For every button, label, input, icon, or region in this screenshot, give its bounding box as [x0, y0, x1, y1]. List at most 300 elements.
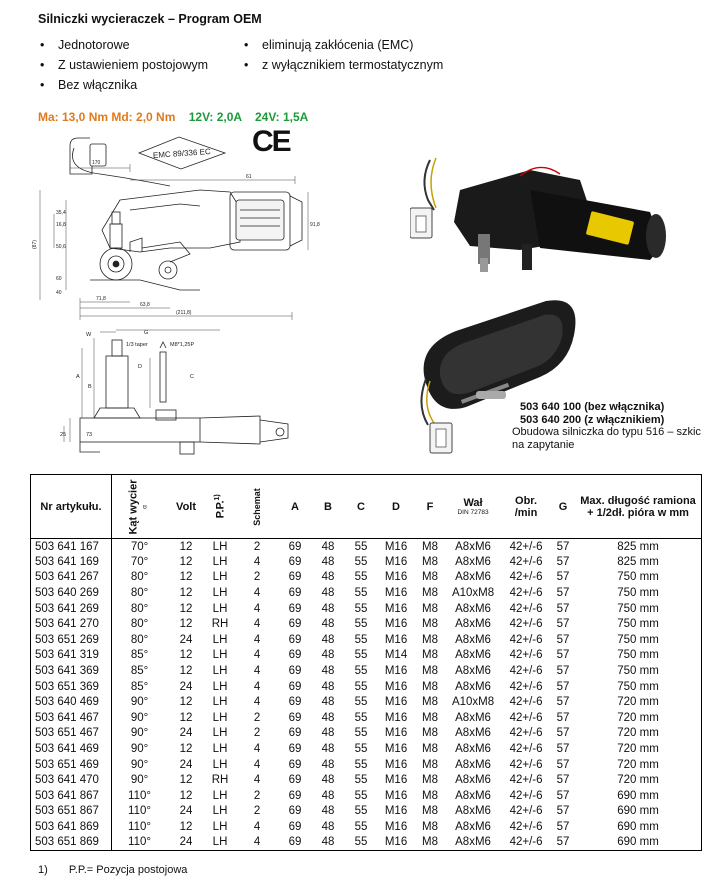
electrical-specs — [38, 110, 308, 124]
cell-volt: 12 — [179, 540, 193, 553]
cell-a: 69 — [288, 696, 302, 709]
table-row — [31, 616, 702, 632]
cell-rpm: 42+/-6 — [509, 743, 543, 756]
cell-angle: 85° — [130, 680, 149, 693]
cell-volt: 24 — [179, 633, 193, 646]
cell-article: 503 640 469 — [31, 694, 112, 710]
cell-g: 57 — [556, 743, 570, 756]
col-a: A — [279, 475, 311, 539]
cell-c: 55 — [345, 835, 377, 851]
cell-b: 48 — [321, 820, 335, 833]
cell-b: 48 — [321, 743, 335, 756]
cell-pp: LH — [212, 587, 228, 600]
table-row — [31, 710, 702, 726]
cell-schemat: 4 — [253, 743, 261, 756]
cell-g: 57 — [556, 727, 570, 740]
cell-a: 69 — [288, 805, 302, 818]
cell-schemat: 4 — [253, 602, 261, 615]
cell-b: 48 — [321, 727, 335, 740]
cell-d: M16 — [384, 743, 408, 756]
table-row — [31, 819, 702, 835]
cell-c: 55 — [354, 602, 368, 615]
photo-captions — [512, 401, 720, 451]
cell-b: 48 — [321, 758, 335, 771]
dim-35-4: 35,4 — [56, 210, 66, 216]
cell-rpm: 42+/-6 — [509, 587, 543, 600]
label-c: C — [190, 374, 194, 380]
cell-c: 55 — [354, 665, 368, 678]
cell-schemat: 4 — [253, 680, 261, 693]
dim-71-8: 71,8 — [96, 296, 106, 302]
cell-a: 69 — [288, 820, 302, 833]
cell-article: 503 641 470 — [31, 772, 112, 788]
cell-schemat: 4 — [253, 587, 261, 600]
col-schemat-label: Schemat — [252, 487, 263, 526]
cell-g: 57 — [556, 805, 570, 818]
cell-maxlen: 720 mm — [575, 726, 701, 742]
cell-d: M16 — [384, 618, 408, 631]
cell-article: 503 651 869 — [31, 835, 112, 851]
cell-b: 48 — [321, 587, 335, 600]
cell-a: 69 — [288, 555, 302, 568]
cell-f: M8 — [422, 618, 439, 631]
cell-rpm: 42+/-6 — [509, 649, 543, 662]
torque-spec: Ma: 13,0 Nm Md: 2,0 Nm — [38, 110, 176, 124]
cell-maxlen: 720 mm — [575, 710, 701, 726]
cell-pp: LH — [205, 835, 235, 851]
cell-a: 69 — [288, 711, 302, 724]
cell-article: 503 641 319 — [31, 648, 112, 664]
cell-d: M16 — [384, 820, 408, 833]
cell-d: M16 — [384, 555, 408, 568]
cell-g: 57 — [556, 696, 570, 709]
cell-d: M16 — [384, 805, 408, 818]
cell-b: 48 — [321, 633, 335, 646]
caption-with-switch: 503 640 200 (z włącznikiem) — [520, 413, 665, 426]
cell-g: 57 — [556, 555, 570, 568]
cell-a: 69 — [288, 649, 302, 662]
cell-shaft: A8xM6 — [455, 805, 491, 818]
cell-volt: 12 — [179, 789, 193, 802]
cell-maxlen: 750 mm — [575, 616, 701, 632]
taper-label: 1/3 taper — [126, 342, 148, 348]
cell-g: 57 — [556, 633, 570, 646]
cell-maxlen: 750 mm — [575, 632, 701, 648]
dim-50-6: 50,6 — [56, 244, 66, 250]
dim-40: 40 — [56, 290, 62, 296]
cell-d: M16 — [384, 665, 408, 678]
cell-a: 69 — [288, 602, 302, 615]
cell-volt: 12 — [179, 711, 193, 724]
cell-a: 69 — [288, 571, 302, 584]
table-row — [31, 757, 702, 773]
col-pp-sup: 1) — [213, 494, 221, 501]
dim-16-8: 16,8 — [56, 222, 66, 228]
cell-angle: 85° — [130, 649, 149, 662]
current-12v-spec: 12V: 2,0A — [188, 110, 242, 124]
caption-housing: Obudowa silniczka do typu 516 – szkic — [512, 426, 701, 438]
table-row — [31, 663, 702, 679]
cell-d: M16 — [384, 711, 408, 724]
cell-b: 48 — [321, 649, 335, 662]
table-row — [31, 632, 702, 648]
cell-angle: 90° — [130, 758, 149, 771]
cell-c: 55 — [354, 555, 368, 568]
cell-article: 503 651 269 — [31, 632, 112, 648]
cell-b: 48 — [321, 805, 335, 818]
footnote — [38, 864, 187, 876]
cell-rpm: 42+/-6 — [509, 602, 543, 615]
cell-b: 48 — [321, 774, 335, 787]
cell-a: 69 — [288, 758, 302, 771]
feature-left-1: • Jednotorowe — [58, 38, 130, 52]
cell-shaft: A8xM6 — [455, 540, 491, 553]
emc-label: EMC 89/336 EC — [152, 147, 211, 161]
cell-shaft: A10xM8 — [451, 696, 495, 709]
cell-c: 55 — [354, 680, 368, 693]
cell-c: 55 — [354, 820, 368, 833]
cell-a: 69 — [288, 727, 302, 740]
cell-article: 503 641 167 — [31, 539, 112, 555]
cell-angle: 90° — [130, 727, 149, 740]
cell-d: M16 — [384, 540, 408, 553]
cell-rpm: 42+/-6 — [509, 571, 543, 584]
cell-volt: 12 — [179, 696, 193, 709]
cell-angle: 70° — [130, 540, 149, 553]
cell-shaft: A8xM6 — [455, 774, 491, 787]
cell-shaft: A8xM6 — [455, 680, 491, 693]
cell-b: 48 — [321, 665, 335, 678]
cell-d: M14 — [384, 649, 408, 662]
cell-a: 69 — [288, 633, 302, 646]
cell-schemat: 4 — [253, 758, 261, 771]
cell-a: 69 — [288, 618, 302, 631]
cell-angle: 85° — [130, 665, 149, 678]
cell-g: 57 — [556, 618, 570, 631]
cell-article: 503 641 867 — [31, 788, 112, 804]
cell-article: 503 641 469 — [31, 741, 112, 757]
cell-schemat: 4 — [253, 555, 261, 568]
cell-f: M8 — [422, 680, 439, 693]
table-header-row — [31, 475, 702, 539]
cell-f: M8 — [422, 789, 439, 802]
cell-rpm: 42+/-6 — [509, 805, 543, 818]
table-row — [31, 648, 702, 664]
cell-rpm: 42+/-6 — [501, 835, 551, 851]
cell-pp: LH — [212, 820, 228, 833]
cell-c: 55 — [354, 633, 368, 646]
cell-g: 57 — [551, 835, 575, 851]
cell-article: 503 651 467 — [31, 726, 112, 742]
cell-pp: LH — [212, 555, 228, 568]
cell-article: 503 640 269 — [31, 585, 112, 601]
cell-b: 48 — [311, 835, 345, 851]
cell-angle: 90° — [130, 743, 149, 756]
label-b: B — [88, 384, 92, 390]
cell-article: 503 641 169 — [31, 554, 112, 570]
cell-g: 57 — [556, 587, 570, 600]
col-c: C — [345, 475, 377, 539]
col-angle-label: Kąt wycier — [127, 478, 140, 535]
footnote-text: P.P.= Pozycja postojowa — [68, 864, 188, 876]
cell-schemat: 4 — [253, 820, 261, 833]
cell-schemat: 4 — [253, 649, 261, 662]
feature-right-1: • eliminują zakłócenia (EMC) — [262, 38, 413, 52]
cell-angle: 80° — [130, 571, 149, 584]
cell-d: M16 — [384, 696, 408, 709]
table-row — [31, 570, 702, 586]
cell-g: 57 — [556, 820, 570, 833]
col-pp-label: P.P. — [214, 500, 227, 519]
table-row — [31, 694, 702, 710]
dim-73: 73 — [86, 432, 93, 438]
dim-25: 25 — [60, 432, 67, 438]
cell-maxlen: 690 mm — [575, 804, 701, 820]
dim-211-8: (211,8) — [176, 310, 192, 316]
cell-maxlen: 720 mm — [575, 772, 701, 788]
cell-angle: 90° — [130, 711, 149, 724]
cell-b: 48 — [321, 540, 335, 553]
cell-maxlen: 690 mm — [575, 835, 701, 851]
cell-pp: LH — [212, 789, 228, 802]
cell-article: 503 641 267 — [31, 570, 112, 586]
cell-volt: 12 — [179, 743, 193, 756]
col-g: G — [551, 475, 575, 539]
cell-volt: 12 — [179, 602, 193, 615]
cell-g: 57 — [556, 649, 570, 662]
cell-schemat: 2 — [253, 711, 261, 724]
col-maxlen-label2: + 1/2dł. pióra w mm — [587, 506, 689, 519]
cell-angle: 80° — [130, 587, 149, 600]
cell-volt: 24 — [179, 680, 193, 693]
cell-f: M8 — [422, 820, 439, 833]
cell-article: 503 641 467 — [31, 710, 112, 726]
dim-60: 60 — [56, 276, 62, 282]
cell-f: M8 — [422, 571, 439, 584]
cell-f: M8 — [422, 633, 439, 646]
cell-c: 55 — [354, 711, 368, 724]
cell-f: M8 — [422, 711, 439, 724]
cell-rpm: 42+/-6 — [509, 774, 543, 787]
col-volt: Volt — [167, 475, 205, 539]
dim-61: 61 — [246, 174, 252, 180]
cell-rpm: 42+/-6 — [509, 820, 543, 833]
cell-d: M16 — [384, 571, 408, 584]
cell-maxlen: 750 mm — [575, 663, 701, 679]
col-d: D — [377, 475, 415, 539]
cell-maxlen: 750 mm — [575, 648, 701, 664]
cell-maxlen: 750 mm — [575, 601, 701, 617]
cell-c: 55 — [354, 696, 368, 709]
cell-pp: LH — [212, 571, 228, 584]
table-row — [31, 741, 702, 757]
front-view-drawing — [60, 328, 310, 466]
cell-b: 48 — [321, 789, 335, 802]
cell-shaft: A8xM6 — [455, 727, 491, 740]
cell-g: 57 — [556, 758, 570, 771]
current-24v-spec: 24V: 1,5A — [254, 110, 309, 124]
cell-pp: LH — [212, 727, 228, 740]
cell-pp: LH — [212, 649, 228, 662]
cell-angle: 80° — [130, 633, 149, 646]
table-row — [31, 585, 702, 601]
col-angle-sub: α — [141, 504, 149, 509]
dim-170: 170 — [92, 160, 101, 166]
cell-b: 48 — [321, 602, 335, 615]
cell-f: M8 — [422, 758, 439, 771]
cell-rpm: 42+/-6 — [509, 540, 543, 553]
cell-shaft: A8xM6 — [455, 789, 491, 802]
cell-rpm: 42+/-6 — [509, 618, 543, 631]
cell-g: 57 — [556, 571, 570, 584]
cell-d: M16 — [384, 680, 408, 693]
cell-c: 55 — [354, 571, 368, 584]
cell-schemat: 4 — [253, 696, 261, 709]
label-d: D — [138, 364, 142, 370]
cell-c: 55 — [354, 540, 368, 553]
cell-d: M16 — [384, 789, 408, 802]
cell-pp: LH — [212, 680, 228, 693]
cell-f: M8 — [415, 835, 445, 851]
emc-badge — [135, 133, 230, 171]
cell-pp: LH — [212, 711, 228, 724]
cell-g: 57 — [556, 665, 570, 678]
cell-angle: 110° — [128, 789, 151, 802]
table-row — [31, 601, 702, 617]
cell-d: M16 — [384, 758, 408, 771]
cell-a: 69 — [288, 587, 302, 600]
feature-left-2: • Z ustawieniem postojowym — [58, 58, 208, 72]
cell-d: M16 — [384, 602, 408, 615]
cell-volt: 12 — [179, 587, 193, 600]
cell-c: 55 — [354, 727, 368, 740]
cell-f: M8 — [422, 743, 439, 756]
cell-maxlen: 720 mm — [575, 757, 701, 773]
cell-angle: 80° — [130, 602, 149, 615]
cell-volt: 12 — [179, 649, 193, 662]
cell-pp: LH — [212, 540, 228, 553]
cell-angle: 90° — [130, 774, 149, 787]
cell-volt: 12 — [179, 618, 193, 631]
ce-mark: CE — [252, 125, 290, 158]
col-angle — [112, 475, 168, 539]
table-row — [31, 804, 702, 820]
cell-schemat: 4 — [253, 774, 261, 787]
cell-angle: 90° — [130, 696, 149, 709]
cell-volt: 24 — [179, 727, 193, 740]
table-row — [31, 679, 702, 695]
col-f: F — [415, 475, 445, 539]
cell-maxlen: 750 mm — [575, 679, 701, 695]
cell-schemat: 2 — [253, 727, 261, 740]
cell-article: 503 641 270 — [31, 616, 112, 632]
cell-angle: 110° — [128, 805, 151, 818]
cell-g: 57 — [556, 680, 570, 693]
cell-a: 69 — [288, 743, 302, 756]
col-b: B — [311, 475, 345, 539]
cell-d: M16 — [384, 774, 408, 787]
cell-maxlen: 750 mm — [575, 570, 701, 586]
cell-b: 48 — [321, 618, 335, 631]
cell-shaft: A8xM6 — [455, 602, 491, 615]
col-pp — [205, 475, 235, 539]
cell-article: 503 641 269 — [31, 601, 112, 617]
table-row — [31, 539, 702, 555]
cell-pp: RH — [211, 774, 229, 787]
cell-c: 55 — [354, 587, 368, 600]
col-article: Nr artykułu. — [31, 475, 112, 539]
cell-f: M8 — [422, 805, 439, 818]
thread-label: M8*1,25P — [170, 342, 195, 348]
cell-b: 48 — [321, 555, 335, 568]
cell-maxlen: 750 mm — [575, 585, 701, 601]
cell-shaft: A8xM6 — [455, 649, 491, 662]
cell-f: M8 — [422, 774, 439, 787]
cell-a: 69 — [288, 665, 302, 678]
cell-maxlen: 690 mm — [575, 788, 701, 804]
cell-schemat: 2 — [253, 805, 261, 818]
cell-g: 57 — [556, 711, 570, 724]
cell-shaft: A10xM8 — [451, 587, 495, 600]
cell-volt: 12 — [179, 820, 193, 833]
cell-b: 48 — [321, 711, 335, 724]
cell-c: 55 — [354, 649, 368, 662]
cell-volt: 12 — [179, 555, 193, 568]
cell-schemat: 2 — [253, 571, 261, 584]
label-g: G — [144, 330, 149, 336]
cell-b: 48 — [321, 571, 335, 584]
label-a: A — [76, 374, 80, 380]
cell-c: 55 — [354, 743, 368, 756]
cell-shaft: A8xM6 — [455, 743, 491, 756]
col-rpm — [501, 475, 551, 539]
table-row — [31, 772, 702, 788]
cell-article: 503 651 369 — [31, 679, 112, 695]
cell-shaft: A8xM6 — [455, 820, 491, 833]
cell-c: 55 — [354, 789, 368, 802]
cell-pp: RH — [211, 618, 229, 631]
cell-maxlen: 825 mm — [575, 539, 701, 555]
cell-c: 55 — [354, 618, 368, 631]
cell-rpm: 42+/-6 — [509, 680, 543, 693]
cell-f: M8 — [422, 696, 439, 709]
cell-pp: LH — [212, 665, 228, 678]
cell-volt: 24 — [167, 835, 205, 851]
cell-rpm: 42+/-6 — [509, 696, 543, 709]
caption-on-request: na zapytanie — [512, 438, 575, 451]
cell-maxlen: 825 mm — [575, 554, 701, 570]
cell-rpm: 42+/-6 — [509, 727, 543, 740]
cell-angle: 70° — [130, 555, 149, 568]
cell-shaft: A8xM6 — [455, 633, 491, 646]
cell-schemat: 4 — [253, 665, 261, 678]
cell-d: M16 — [384, 633, 408, 646]
cell-maxlen: 720 mm — [575, 741, 701, 757]
cell-pp: LH — [212, 805, 228, 818]
col-schemat — [235, 475, 279, 539]
cell-rpm: 42+/-6 — [509, 789, 543, 802]
cell-volt: 12 — [179, 571, 193, 584]
col-maxlen-label: Max. długość ramiona — [580, 494, 696, 507]
dim-91-8: 91,8 — [310, 222, 320, 228]
cell-a: 69 — [279, 835, 311, 851]
cell-schemat: 2 — [253, 540, 261, 553]
col-rpm-label: Obr. — [515, 494, 538, 507]
table-row — [31, 835, 702, 851]
cell-shaft: A8xM6 — [445, 835, 501, 851]
cell-rpm: 42+/-6 — [509, 555, 543, 568]
cell-b: 48 — [321, 680, 335, 693]
